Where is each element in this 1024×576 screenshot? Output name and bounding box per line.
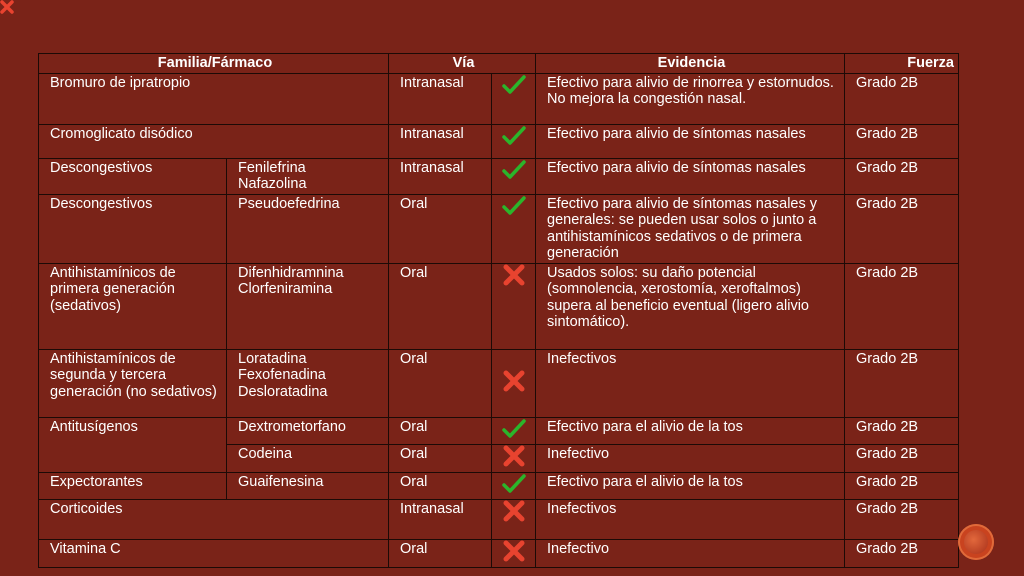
cell-fuerza: Grado 2B	[845, 158, 959, 194]
cell-familia: Antihistamínicos de primera generación (sedativos)	[39, 263, 227, 349]
cell-fuerza: Grado 2B	[845, 540, 959, 568]
cell-familia: Descongestivos	[39, 158, 227, 194]
table-row	[39, 194, 959, 263]
cell-evidencia: Efectivo para el alivio de la tos	[536, 472, 845, 500]
cell-fuerza: Grado 2B	[845, 472, 959, 500]
cell-evidencia: Efectivo para alivio de rinorrea y estornudos. No mejora la congestión nasal.	[536, 73, 845, 124]
cell-familia: Expectorantes	[39, 472, 227, 500]
header-evidencia: Evidencia	[536, 54, 845, 74]
cell-evidencia: Efectivo para el alivio de la tos	[536, 417, 845, 445]
table-row	[39, 417, 959, 445]
slide-nav-button[interactable]	[958, 524, 994, 560]
cell-fuerza: Grado 2B	[845, 124, 959, 158]
check-icon	[501, 125, 527, 147]
check-icon	[501, 473, 527, 495]
table-row	[39, 472, 959, 500]
cell-evidencia: Inefectivos	[536, 349, 845, 417]
cell-via: Oral	[389, 540, 492, 568]
cell-via: Oral	[389, 417, 492, 445]
header-fuerza: Fuerza	[845, 54, 959, 74]
cross-icon	[0, 0, 14, 14]
drug-evidence-table	[38, 53, 958, 568]
cell-evidencia: Usados solos: su daño potencial (somnolencia, xerostomía, xeroftalmos) supera al beneficio eventual (ligero alivio sintomático).	[536, 263, 845, 349]
cell-familia: Descongestivos	[39, 194, 227, 263]
cell-farmaco: Pseudoefedrina	[227, 194, 389, 263]
cell-fuerza: Grado 2B	[845, 194, 959, 263]
table-row	[39, 73, 959, 124]
cell-fuerza: Grado 2B	[845, 263, 959, 349]
cell-fuerza: Grado 2B	[845, 500, 959, 540]
cell-familia: Antitusígenos	[39, 417, 227, 472]
cell-evidencia: Efectivo para alivio de síntomas nasales	[536, 158, 845, 194]
cell-familia: Bromuro de ipratropio	[39, 73, 389, 124]
table-header-row	[39, 54, 959, 74]
table-row	[39, 158, 959, 194]
cell-farmaco: Fenilefrina Nafazolina	[227, 158, 389, 194]
cell-via: Oral	[389, 263, 492, 349]
table-row	[39, 124, 959, 158]
check-icon	[501, 418, 527, 440]
slide-nav-button-inner	[964, 530, 988, 554]
cell-fuerza: Grado 2B	[845, 417, 959, 445]
cell-familia: Corticoides	[39, 500, 389, 540]
table-row	[39, 263, 959, 349]
check-icon	[501, 159, 527, 181]
cell-via: Oral	[389, 445, 492, 473]
check-icon	[501, 74, 527, 96]
cell-fuerza: Grado 2B	[845, 445, 959, 473]
cell-farmaco: Difenhidramnina Clorfeniramina	[227, 263, 389, 349]
cross-icon	[501, 540, 527, 562]
cell-farmaco: Guaifenesina	[227, 472, 389, 500]
cell-evidencia: Inefectivo	[536, 445, 845, 473]
cell-farmaco: Dextrometorfano	[227, 417, 389, 445]
table-row	[39, 540, 959, 568]
header-familia: Familia/Fármaco	[39, 54, 389, 74]
table-row	[39, 500, 959, 540]
cell-via: Intranasal	[389, 124, 492, 158]
cell-via: Intranasal	[389, 500, 492, 540]
cross-icon	[501, 370, 527, 392]
cell-via: Intranasal	[389, 73, 492, 124]
cell-fuerza: Grado 2B	[845, 349, 959, 417]
cell-via: Oral	[389, 472, 492, 500]
cell-farmaco: Codeina	[227, 445, 389, 473]
table-row	[39, 349, 959, 417]
cell-via: Intranasal	[389, 158, 492, 194]
cell-familia: Antihistamínicos de segunda y tercera generación (no sedativos)	[39, 349, 227, 417]
header-via: Vía	[389, 54, 536, 74]
cell-evidencia: Efectivo para alivio de síntomas nasales y generales: se pueden usar solos o junto a antihistamínicos sedativos o de primera generación	[536, 194, 845, 263]
cell-farmaco: Loratadina Fexofenadina Desloratadina	[227, 349, 389, 417]
cell-familia: Vitamina C	[39, 540, 389, 568]
cell-evidencia: Inefectivo	[536, 540, 845, 568]
cross-icon	[501, 500, 527, 522]
check-icon	[501, 195, 527, 217]
cell-evidencia: Efectivo para alivio de síntomas nasales	[536, 124, 845, 158]
cell-via: Oral	[389, 349, 492, 417]
cross-icon	[501, 445, 527, 467]
cross-icon	[501, 264, 527, 286]
cell-evidencia: Inefectivos	[536, 500, 845, 540]
cell-via: Oral	[389, 194, 492, 263]
cell-fuerza: Grado 2B	[845, 73, 959, 124]
cell-familia: Cromoglicato disódico	[39, 124, 389, 158]
